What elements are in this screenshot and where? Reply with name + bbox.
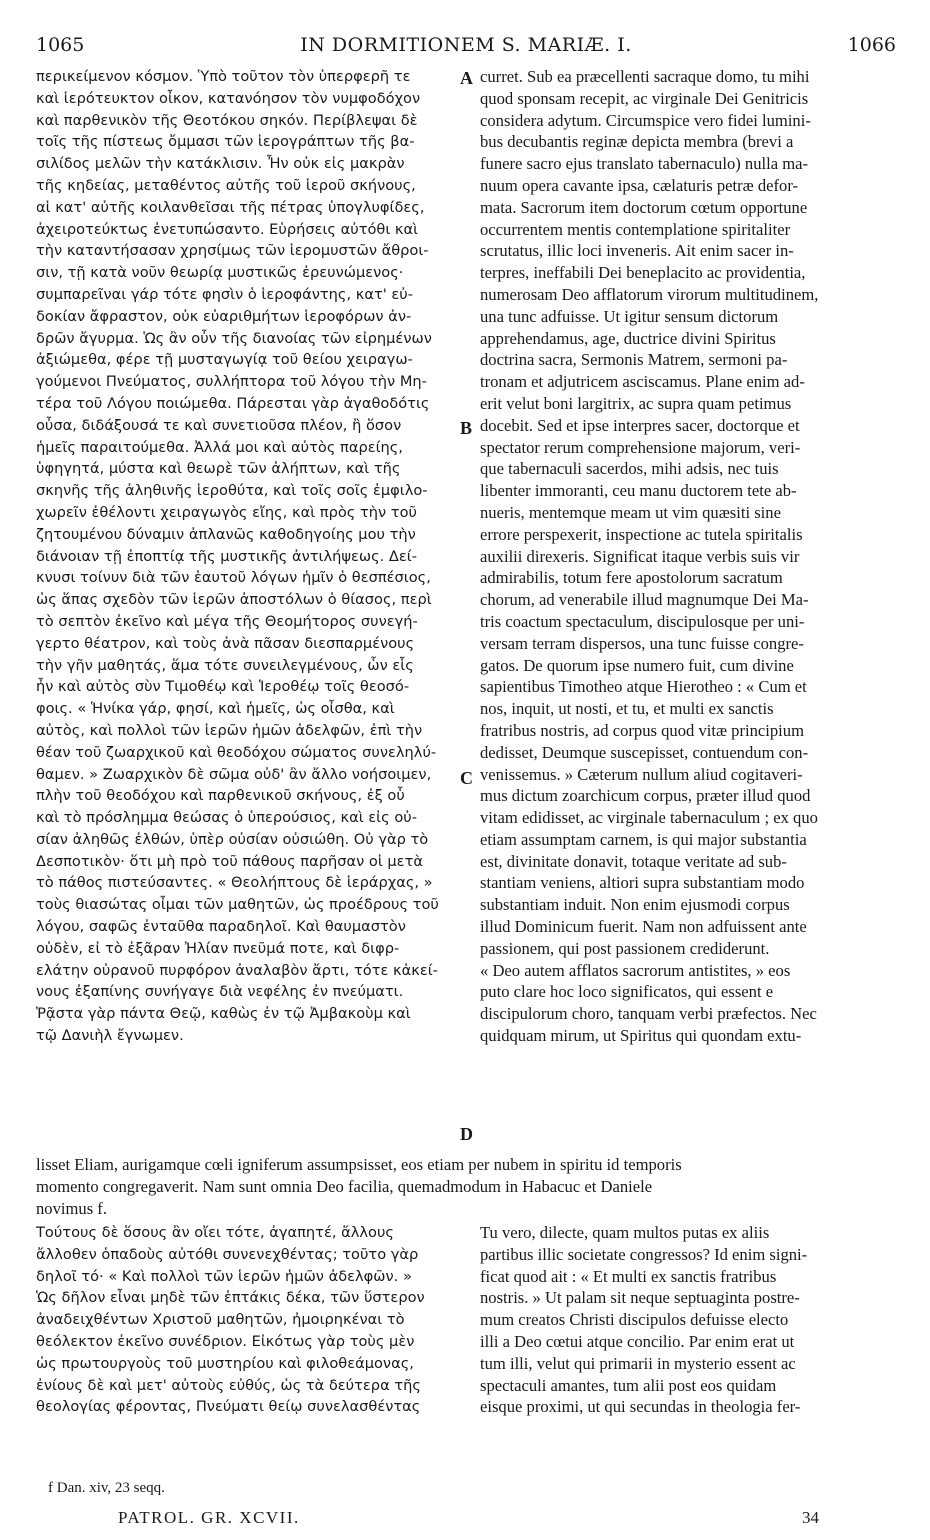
section-marker-b: B xyxy=(460,418,473,438)
running-title: IN DORMITIONEM S. MARIÆ. I. xyxy=(300,34,632,56)
latin-text-line: novimus f. xyxy=(36,1198,107,1218)
latin-text-line: partibus illic societate congressos? Id enim signi- xyxy=(480,1244,808,1264)
greek-text-line: ὡς πρωτουργοὺς τοῦ μυστηρίου καὶ φιλοθεάμονας, xyxy=(36,1354,414,1372)
greek-text-line: καὶ ἱερότευκτον οἶκον, κατανόησον τὸν νυμφοδόχον xyxy=(36,89,421,107)
greek-column-lower xyxy=(36,1222,458,1418)
latin-text-line: versam terram dispersos, una tunc fuisse congre- xyxy=(480,633,804,653)
greek-text-line: ὡς ἅπας σχεδὸν τῶν ἱερῶν ἀποστόλων ὁ θίασος, περὶ xyxy=(36,591,432,609)
latin-text-line: doctrina sacra, Sermonis Matrem, sermoni pa- xyxy=(480,350,788,370)
greek-text-line: ζητουμένου δύναμιν ἀπλανῶς καθοδηγοίης μου τὴν xyxy=(36,525,416,543)
latin-text-line: una tunc adfuisse. Ut igitur sensum dictorum xyxy=(480,306,779,326)
greek-text-line: τὸ πάθος πιστεύσαντες. « Θεολήπτους δὲ ἱεράρχας, » xyxy=(36,874,433,892)
greek-text-line: Ὡς δῆλον εἶναι μηδὲ τῶν ἑπτάκις δέκα, τῶν ὕστερον xyxy=(36,1289,425,1307)
latin-text-line: est, divinitate donavit, totaque veritate ad sub- xyxy=(480,851,787,871)
greek-text-line: αἱ κατ' αὐτῆς κοιλανθεῖσαι τῆς πέτρας ὑπογλυφίδες, xyxy=(36,198,425,216)
greek-text-line: διάνοιαν τῇ ἐποπτίᾳ τῆς μυστικῆς ἀντιλήψεως. Δεί- xyxy=(36,547,417,565)
greek-text-line: νους ἐξαπίνης συνήγαγε διὰ νεφέλης ἐν πνεύματι. xyxy=(36,983,404,1001)
greek-text-line: θαμεν. » Ζωαρχικὸν δὲ σῶμα οὐδ' ἂν ἄλλο νοήσοιμεν, xyxy=(36,765,432,783)
latin-text-line: sapientibus Timotheo atque Hierotheo : « Cum et xyxy=(480,677,807,697)
latin-text-line: etiam assumptam carnem, is qui major substantia xyxy=(480,829,807,849)
latin-text-line: considera adytum. Circumspice vero fidei lumini- xyxy=(480,110,811,130)
greek-text-line: τὴν καταντήσασαν χρησίμως τῶν ἱερομυστῶν ἄθροι- xyxy=(36,242,429,260)
latin-text-line: « Deo autem afflatos sacrorum antistites, » eos xyxy=(480,960,791,980)
latin-text-line: docebit. Sed et ipse interpres sacer, doctorque et xyxy=(480,415,800,435)
latin-text-line: quod sponsam recepit, ac virginale Dei Genitricis xyxy=(480,88,809,108)
latin-text-line: discipulorum choro, tanquam verbi præfectos. Nec xyxy=(480,1004,817,1024)
greek-text-line: Δεσποτικὸν· ὅτι μὴ πρὸ τοῦ πάθους παρῆσαν οἱ μετὰ xyxy=(36,852,423,870)
latin-text-line: mum creatos Christi discipulos defuisse electo xyxy=(480,1310,789,1330)
greek-text-line: ἀχειροτεύκτως ἐνετυπώσαντο. Εὑρήσεις αὐτόθι καὶ xyxy=(36,220,419,238)
latin-text-line: libenter immoranti, ceu manu ductorem tete ab- xyxy=(480,481,797,501)
latin-text-line: nuum opera cavante ipsa, cælaturis petræ defor- xyxy=(480,175,799,195)
latin-text-line: erit velut boni largitrix, ac supra quam petimus xyxy=(480,393,792,413)
latin-text-line: ficat quod ait : « Et multi ex sanctis fratribus xyxy=(480,1266,777,1286)
latin-text-line: chorum, ad venerabile illud magnumque Dei Ma- xyxy=(480,590,809,610)
greek-text-line: θεολογίας φέροντας, Πνεύματι θείῳ συνελασθέντας xyxy=(36,1398,421,1416)
greek-text-line: Ῥᾷστα γὰρ πάντα Θεῷ, καθὼς ἐν τῷ Ἀμβακοὺμ καὶ xyxy=(36,1005,411,1023)
latin-text-line: eisque proximi, ut qui secundas in theologia fer- xyxy=(480,1397,801,1417)
latin-text-line: vitam edidisset, ac virginale tabernaculum ; ex quo xyxy=(480,808,818,828)
greek-text-line: κνυσι τοίνυν διὰ τῶν ἑαυτοῦ λόγων ἡμῖν ὁ θεσπέσιος, xyxy=(36,569,431,587)
greek-text-line: ἦν καὶ αὐτὸς σὺν Τιμοθέῳ καὶ Ἱεροθέῳ τοῖς θεοσό- xyxy=(36,678,410,696)
footer-series: PATROL. GR. XCVII. xyxy=(118,1508,300,1527)
greek-text-line: ἀναδειχθέντων Χριστοῦ μαθητῶν, ἠμοιρηκέναι τὸ xyxy=(36,1311,405,1329)
greek-text-line: περικείμενον κόσμον. Ὑπὸ τοῦτον τὸν ὑπερφερῆ τε xyxy=(36,68,411,85)
greek-text-line: ἐνίους δὲ καὶ μετ' αὐτοὺς εὐθύς, ὡς τὰ δεύτερα τῆς xyxy=(36,1376,421,1394)
greek-text-line: ἀξιώμεθα, φέρε τῇ μυσταγωγίᾳ τοῦ θείου χειραγω- xyxy=(36,351,413,369)
latin-text-line: passionem, qui post passionem crediderunt. xyxy=(480,938,770,958)
latin-text-line: quidquam mirum, ut Spiritus qui quondam extu- xyxy=(480,1026,802,1046)
greek-text-line: καὶ τὸ πρόσλημμα θεώσας ὁ ὑπερούσιος, καὶ εἰς οὐ- xyxy=(36,809,417,827)
greek-column xyxy=(36,66,458,1047)
latin-text-line: nostris. » Ut palam sit neque septuaginta postre- xyxy=(480,1288,800,1308)
section-marker-a: A xyxy=(460,68,473,88)
latin-text-line: tum illi, velut qui primarii in mysterio essent ac xyxy=(480,1353,796,1373)
greek-text-line: ελάτην οὐρανοῦ πυρφόρον ἀναλαβὸν ἄρτι, τότε κἀκεί- xyxy=(36,961,438,979)
latin-text-line: admirabilis, totum fere apostolorum sacratum xyxy=(480,568,783,588)
greek-text-line: αὐτὸς, καὶ πολλοὶ τῶν ἱερῶν ἡμῶν ἀδελφῶν, ἐπὶ τὴν xyxy=(36,721,423,739)
greek-text-line: δοκίαν ἄφραστον, οὐκ εὐαριθμήτων ἱεροφόρων ἀν- xyxy=(36,307,412,325)
greek-text-line: γερτο θέατρον, καὶ τοὺς ἀνὰ πᾶσαν διεσπαρμένους xyxy=(36,634,415,652)
page-number-right: 1066 xyxy=(847,34,896,56)
greek-text-line: πλὴν τοῦ θεοδόχου καὶ παρθενικοῦ σκήνους, ἐξ οὗ xyxy=(36,787,405,805)
greek-text-line: φοις. « Ἡνίκα γάρ, φησί, καὶ ἡμεῖς, ὡς οἶσθα, καὶ xyxy=(36,700,395,718)
footnote: f Dan. xiv, 23 seqq. xyxy=(48,1480,165,1496)
latin-text-line: venissemus. » Cæterum nullum aliud cogitaveri- xyxy=(480,764,803,784)
greek-text-line: χωρεῖν ἐθέλοντι χειραγωγὸς εἴης, καὶ πρὸς τὴν τοῦ xyxy=(36,503,417,521)
latin-text-line: spectator rerum comprehensione majorum, veri- xyxy=(480,437,801,457)
latin-text-line: mata. Sacrorum item doctorum cœtum opportune xyxy=(480,197,808,217)
latin-text-line: Tu vero, dilecte, quam multos putas ex aliis xyxy=(480,1223,770,1242)
latin-text-line: apprehendamus, age, ductrice divini Spiritus xyxy=(480,328,776,348)
greek-text-line: τῷ Δανιὴλ ἔγνωμεν. xyxy=(36,1027,184,1045)
latin-text-line: tronam et adjutricem asciscamus. Plane enim ad- xyxy=(480,372,805,392)
latin-text-line: errore perspexerit, inspectione ac tutela spiritalis xyxy=(480,524,803,544)
latin-text-line: scrutatus, illic loci inveneris. Ait enim sacer in- xyxy=(480,241,794,261)
greek-text-line: Τούτους δὲ ὅσους ἂν οἴει τότε, ἀγαπητέ, ἄλλους xyxy=(36,1224,394,1241)
latin-text-line: nueris, mentemque meam ut vim quæsiti sine xyxy=(480,502,781,522)
greek-text-line: θεόλεκτον ἐκεῖνο συνέδριον. Εἰκότως γὰρ τοὺς μὲν xyxy=(36,1332,415,1350)
latin-text-line: numerosam Deo afflatorum virorum multitudinem, xyxy=(480,284,819,304)
greek-text-line: σιν, τῇ κατὰ νοῦν θεωρίᾳ μυστικῶς ἐρευνώμενος· xyxy=(36,264,404,282)
greek-text-line: οὖσα, διδάξουσά τε καὶ συνετιοῦσα πλέον, ἢ ὅσον xyxy=(36,416,402,434)
greek-text-line: σκηνῆς τῆς ἀληθινῆς ἱεροθύτα, καὶ τοῖς σοῖς ἐμφιλο- xyxy=(36,482,428,500)
greek-text-line: τὸ σεπτὸν ἐκεῖνο καὶ μέγα τῆς Θεομήτορος συνεγή- xyxy=(36,612,418,630)
page-header xyxy=(36,34,896,60)
latin-text-line: que tabernaculi sacerdos, mihi adsis, nec tuis xyxy=(480,459,779,479)
greek-text-line: οὐδὲν, εἰ τὸ ἐξᾶραν Ἠλίαν πνεῦμά ποτε, καὶ διφρ- xyxy=(36,939,400,957)
latin-text-line: terpres, ineffabili Dei beneplacito ac providentia, xyxy=(480,263,806,283)
greek-text-line: τοῖς τῆς πίστεως ὄμμασι τῶν ἱερογράπτων τῆς βα- xyxy=(36,133,415,151)
page-number-left: 1065 xyxy=(36,34,85,56)
latin-text-line: tris coactum spectaculum, discipulosque per uni- xyxy=(480,611,805,631)
greek-text-line: τὴν γῆν μαθητάς, ἅμα τότε συνειλεγμένους, ὧν εἷς xyxy=(36,656,414,674)
section-marker-d: D xyxy=(460,1124,473,1144)
greek-text-line: συμπαρεῖναι γάρ τότε φησὶν ὁ ἱεροφάντης, κατ' εὐ- xyxy=(36,285,413,303)
greek-text-line: λόγου, σαφῶς ἐνταῦθα παραδηλοῖ. Καὶ θαυμαστὸν xyxy=(36,918,406,936)
footer-signature: 34 xyxy=(802,1508,819,1527)
latin-text-line: occurrentem mentis contemplatione spiritaliter xyxy=(480,219,791,239)
latin-text-line: funere sacro ejus translato tabernaculo) nulla ma- xyxy=(480,154,809,174)
greek-text-line: τοὺς θιασώτας οἶμαι τῶν μαθητῶν, ὡς προέδρους τοῦ xyxy=(36,896,439,914)
latin-text-line: nos, inquit, ut nosti, et tu, et multi ex sanctis xyxy=(480,699,774,719)
greek-text-line: θέαν τοῦ ζωαρχικοῦ καὶ θεοδόχου σώματος συνεληλύ- xyxy=(36,743,437,761)
latin-text-line: auxilii direxeris. Significat itaque verbis suis vir xyxy=(480,546,800,566)
latin-text-line: fratribus nostris, ad corpus quod vitæ principium xyxy=(480,720,804,740)
latin-column xyxy=(480,66,894,1047)
greek-text-line: τέρα τοῦ Λόγου ποιώμεθα. Πάρεσται γὰρ ἀγαθοδότις xyxy=(36,394,430,412)
greek-text-line: τῆς κηδείας, μεταθέντος αὐτῆς τοῦ ἱεροῦ σκήνους, xyxy=(36,176,416,194)
greek-text-line: σίαν ἀληθῶς ἐλθών, ὑπὲρ οὐσίαν οὐσιώθη. Οὐ γὰρ τὸ xyxy=(36,830,429,848)
section-marker-c: C xyxy=(460,768,473,788)
latin-text-line: illi a Deo cœtui atque concilio. Par enim erat ut xyxy=(480,1331,795,1351)
latin-text-line: dedisset, Deumque suscepisset, contuendum con- xyxy=(480,742,809,762)
greek-text-line: δηλοῖ τό· « Καὶ πολλοὶ τῶν ἱερῶν ἡμῶν ἀδελφῶν. » xyxy=(36,1267,412,1285)
latin-text-line: bus decubantis reginæ depicta membra (brevi a xyxy=(480,132,794,152)
full-width-latin xyxy=(36,1154,894,1219)
latin-text-line: gatos. De quorum ipse numero fuit, cum divine xyxy=(480,655,794,675)
latin-text-line: substantiam induit. Non enim ejusmodi corpus xyxy=(480,895,790,915)
latin-text-line: illud Dominicum fuerit. Nam non adfuissent ante xyxy=(480,917,807,937)
greek-text-line: δρῶν ἄγυρμα. Ὡς ἂν οὖν τῆς διανοίας τῶν εἰρημένων xyxy=(36,329,432,347)
greek-text-line: ἄλλοθεν ὁπαδοὺς αὐτόθι συνενεχθέντας; τοῦτο γὰρ xyxy=(36,1245,419,1263)
latin-text-line: spectaculi amantes, tum alii post eos quidam xyxy=(480,1375,777,1395)
latin-text-line: lisset Eliam, aurigamque cœli igniferum assumpsisset, eos etiam per nubem in spiritu id temporis xyxy=(36,1155,682,1174)
greek-text-line: ὑφηγητά, μύστα καὶ θεωρὲ τῶν ἀλήπτων, καὶ τῆς xyxy=(36,460,401,478)
greek-text-line: σιλίδος μελῶν τὴν κατάκλισιν. Ἦν οὐκ εἰς μακρὰν xyxy=(36,155,405,173)
latin-text-line: momento congregaverit. Nam sunt omnia Deo facilia, quemadmodum in Habacuc et Daniele xyxy=(36,1176,653,1196)
latin-text-line: stantiam veniens, altiori supra substantiam modo xyxy=(480,873,805,893)
greek-text-line: καὶ παρθενικὸν τῆς Θεοτόκου σηκόν. Περίβλεψαι δὲ xyxy=(36,111,418,129)
latin-text-line: puto clare hoc loco significatos, qui essent e xyxy=(480,982,774,1002)
latin-text-line: mus dictum zoarchicum corpus, præter illud quod xyxy=(480,786,811,806)
greek-text-line: ἡμεῖς παραιτούμεθα. Ἀλλά μοι καὶ αὐτὸς παρείης, xyxy=(36,438,403,456)
latin-column-lower xyxy=(480,1222,894,1418)
greek-text-line: γούμενοι Πνεύματος, συλλήπτορα τοῦ λόγου τὴν Μη- xyxy=(36,373,427,391)
latin-text-line: curret. Sub ea præcellenti sacraque domo, tu mihi xyxy=(480,67,810,86)
